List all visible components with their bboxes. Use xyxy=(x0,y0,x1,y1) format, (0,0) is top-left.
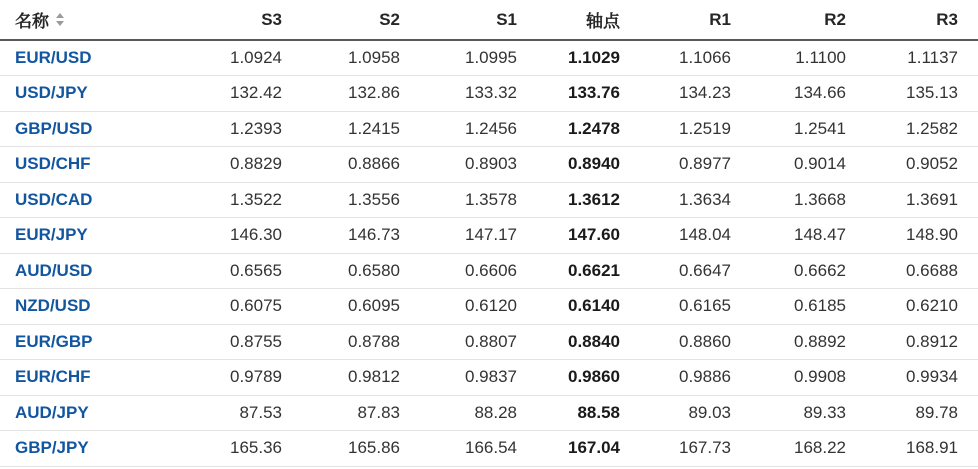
value-cell: 1.3634 xyxy=(640,182,751,218)
pair-link[interactable]: USD/CAD xyxy=(0,182,160,218)
value-cell: 0.8755 xyxy=(160,324,302,360)
value-cell: 87.83 xyxy=(302,395,420,431)
value-cell: 0.8807 xyxy=(420,324,537,360)
pivot-value-cell: 88.58 xyxy=(537,395,640,431)
value-cell: 89.33 xyxy=(751,395,866,431)
value-cell: 1.2393 xyxy=(160,111,302,147)
column-header-r3: R3 xyxy=(866,0,978,40)
value-cell: 0.6688 xyxy=(866,253,978,289)
table-row xyxy=(0,289,978,325)
pivot-value-cell: 0.8940 xyxy=(537,147,640,183)
value-cell: 1.3522 xyxy=(160,182,302,218)
pair-link[interactable]: NZD/USD xyxy=(0,289,160,325)
value-cell: 148.90 xyxy=(866,218,978,254)
table-row xyxy=(0,40,978,76)
value-cell: 1.1137 xyxy=(866,40,978,76)
pivot-value-cell: 147.60 xyxy=(537,218,640,254)
value-cell: 0.6565 xyxy=(160,253,302,289)
table-row xyxy=(0,182,978,218)
value-cell: 1.3668 xyxy=(751,182,866,218)
value-cell: 148.47 xyxy=(751,218,866,254)
value-cell: 1.3691 xyxy=(866,182,978,218)
pivot-value-cell: 167.04 xyxy=(537,431,640,467)
value-cell: 0.9812 xyxy=(302,360,420,396)
pair-link[interactable]: GBP/USD xyxy=(0,111,160,147)
value-cell: 0.6606 xyxy=(420,253,537,289)
value-cell: 0.6075 xyxy=(160,289,302,325)
pair-link[interactable]: EUR/JPY xyxy=(0,218,160,254)
column-header-s2: S2 xyxy=(302,0,420,40)
value-cell: 146.73 xyxy=(302,218,420,254)
column-header-s3: S3 xyxy=(160,0,302,40)
column-header-pivot: 轴点 xyxy=(537,0,640,40)
value-cell: 88.28 xyxy=(420,395,537,431)
table-row xyxy=(0,431,978,467)
table-row xyxy=(0,360,978,396)
value-cell: 148.04 xyxy=(640,218,751,254)
value-cell: 0.6095 xyxy=(302,289,420,325)
table-row xyxy=(0,395,978,431)
value-cell: 0.8866 xyxy=(302,147,420,183)
value-cell: 132.42 xyxy=(160,76,302,112)
table-row xyxy=(0,218,978,254)
value-cell: 168.22 xyxy=(751,431,866,467)
pivot-value-cell: 1.3612 xyxy=(537,182,640,218)
column-header-name[interactable] xyxy=(0,0,160,40)
value-cell: 1.2541 xyxy=(751,111,866,147)
value-cell: 135.13 xyxy=(866,76,978,112)
value-cell: 0.6580 xyxy=(302,253,420,289)
pair-link[interactable]: USD/JPY xyxy=(0,76,160,112)
value-cell: 1.3578 xyxy=(420,182,537,218)
value-cell: 0.8903 xyxy=(420,147,537,183)
value-cell: 0.6210 xyxy=(866,289,978,325)
sort-asc-triangle-icon xyxy=(56,13,64,18)
table-row xyxy=(0,111,978,147)
pivot-value-cell: 133.76 xyxy=(537,76,640,112)
pivot-value-cell: 0.8840 xyxy=(537,324,640,360)
value-cell: 0.9886 xyxy=(640,360,751,396)
pair-link[interactable]: EUR/CHF xyxy=(0,360,160,396)
value-cell: 0.6662 xyxy=(751,253,866,289)
value-cell: 89.78 xyxy=(866,395,978,431)
value-cell: 0.8977 xyxy=(640,147,751,183)
value-cell: 0.8788 xyxy=(302,324,420,360)
table-header xyxy=(0,0,978,40)
value-cell: 0.9052 xyxy=(866,147,978,183)
pair-link[interactable]: USD/CHF xyxy=(0,147,160,183)
pivot-value-cell: 1.1029 xyxy=(537,40,640,76)
sort-icon[interactable] xyxy=(56,13,64,26)
value-cell: 133.32 xyxy=(420,76,537,112)
value-cell: 0.6185 xyxy=(751,289,866,325)
value-cell: 0.8829 xyxy=(160,147,302,183)
pair-link[interactable]: GBP/JPY xyxy=(0,431,160,467)
value-cell: 0.9014 xyxy=(751,147,866,183)
pivot-value-cell: 0.6621 xyxy=(537,253,640,289)
value-cell: 1.1066 xyxy=(640,40,751,76)
value-cell: 167.73 xyxy=(640,431,751,467)
value-cell: 166.54 xyxy=(420,431,537,467)
value-cell: 168.91 xyxy=(866,431,978,467)
value-cell: 132.86 xyxy=(302,76,420,112)
value-cell: 134.23 xyxy=(640,76,751,112)
value-cell: 0.6120 xyxy=(420,289,537,325)
value-cell: 0.9934 xyxy=(866,360,978,396)
pair-link[interactable]: AUD/USD xyxy=(0,253,160,289)
value-cell: 0.9908 xyxy=(751,360,866,396)
value-cell: 1.2519 xyxy=(640,111,751,147)
pivot-value-cell: 1.2478 xyxy=(537,111,640,147)
value-cell: 0.8912 xyxy=(866,324,978,360)
column-header-name-label: 名称 xyxy=(15,12,49,31)
column-header-r2: R2 xyxy=(751,0,866,40)
value-cell: 0.6647 xyxy=(640,253,751,289)
value-cell: 87.53 xyxy=(160,395,302,431)
pair-link[interactable]: EUR/USD xyxy=(0,40,160,76)
value-cell: 134.66 xyxy=(751,76,866,112)
value-cell: 1.2582 xyxy=(866,111,978,147)
pair-link[interactable]: AUD/JPY xyxy=(0,395,160,431)
table-row xyxy=(0,253,978,289)
pivot-value-cell: 0.9860 xyxy=(537,360,640,396)
table-row xyxy=(0,76,978,112)
value-cell: 146.30 xyxy=(160,218,302,254)
sort-desc-triangle-icon xyxy=(56,21,64,26)
table-row xyxy=(0,147,978,183)
pair-link[interactable]: EUR/GBP xyxy=(0,324,160,360)
value-cell: 89.03 xyxy=(640,395,751,431)
value-cell: 0.9837 xyxy=(420,360,537,396)
column-header-r1: R1 xyxy=(640,0,751,40)
value-cell: 1.0995 xyxy=(420,40,537,76)
value-cell: 0.8892 xyxy=(751,324,866,360)
value-cell: 1.2415 xyxy=(302,111,420,147)
value-cell: 1.1100 xyxy=(751,40,866,76)
value-cell: 0.6165 xyxy=(640,289,751,325)
value-cell: 1.0958 xyxy=(302,40,420,76)
value-cell: 1.2456 xyxy=(420,111,537,147)
column-header-s1: S1 xyxy=(420,0,537,40)
value-cell: 0.9789 xyxy=(160,360,302,396)
value-cell: 0.8860 xyxy=(640,324,751,360)
value-cell: 1.0924 xyxy=(160,40,302,76)
header-row xyxy=(0,0,978,40)
table-body xyxy=(0,40,978,466)
table-row xyxy=(0,324,978,360)
value-cell: 147.17 xyxy=(420,218,537,254)
value-cell: 165.86 xyxy=(302,431,420,467)
pivot-value-cell: 0.6140 xyxy=(537,289,640,325)
value-cell: 165.36 xyxy=(160,431,302,467)
value-cell: 1.3556 xyxy=(302,182,420,218)
